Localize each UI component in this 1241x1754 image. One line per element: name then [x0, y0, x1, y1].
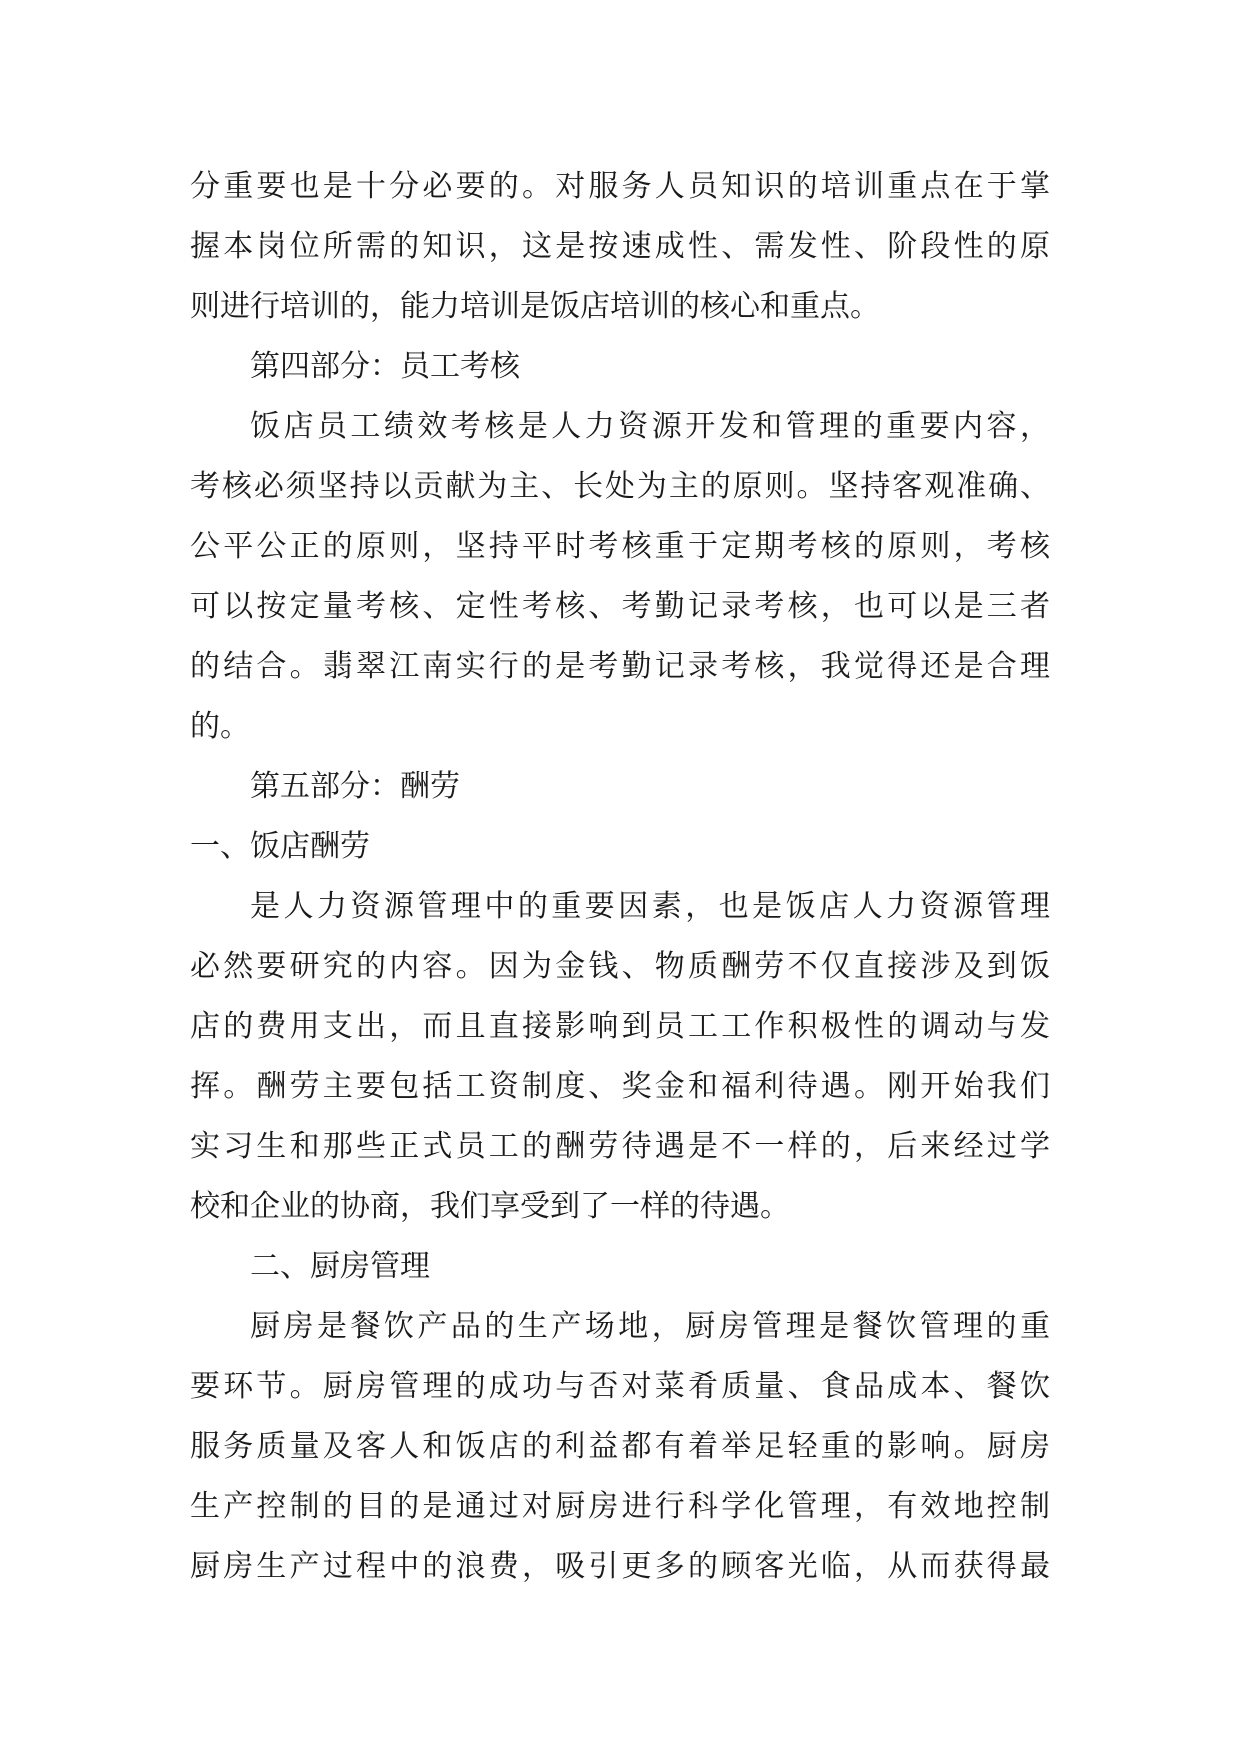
subsection-heading: 二、厨房管理: [250, 1249, 430, 1284]
text-line: 校和企业的协商，我们享受到了一样的待遇。: [190, 1189, 790, 1224]
text-line: 要环节。厨房管理的成功与否对菜肴质量、食品成本、餐饮: [190, 1369, 1050, 1404]
text-line: 的结合。翡翠江南实行的是考勤记录考核，我觉得还是合理: [190, 649, 1050, 684]
text-line: 必然要研究的内容。因为金钱、物质酬劳不仅直接涉及到饭: [190, 949, 1050, 984]
text-line: 则进行培训的，能力培训是饭店培训的核心和重点。: [190, 289, 880, 324]
section-heading: 第四部分：员工考核: [250, 349, 520, 384]
text-line: 生产控制的目的是通过对厨房进行科学化管理，有效地控制: [190, 1489, 1050, 1524]
text-line: 店的费用支出，而且直接影响到员工工作积极性的调动与发: [190, 1009, 1050, 1044]
text-line: 握本岗位所需的知识，这是按速成性、需发性、阶段性的原: [190, 229, 1050, 264]
text-line: 可以按定量考核、定性考核、考勤记录考核，也可以是三者: [190, 589, 1050, 624]
text-line: 厨房生产过程中的浪费，吸引更多的顾客光临，从而获得最: [190, 1549, 1050, 1584]
subsection-heading: 一、饭店酬劳: [190, 829, 370, 864]
text-line: 实习生和那些正式员工的酬劳待遇是不一样的，后来经过学: [190, 1129, 1050, 1164]
text-line: 挥。酬劳主要包括工资制度、奖金和福利待遇。刚开始我们: [190, 1069, 1050, 1104]
text-line: 公平公正的原则，坚持平时考核重于定期考核的原则，考核: [190, 529, 1050, 564]
text-line: 考核必须坚持以贡献为主、长处为主的原则。坚持客观准确、: [190, 469, 1050, 504]
text-line: 厨房是餐饮产品的生产场地，厨房管理是餐饮管理的重: [250, 1309, 1050, 1344]
text-line: 的。: [190, 709, 250, 744]
text-line: 服务质量及客人和饭店的利益都有着举足轻重的影响。厨房: [190, 1429, 1050, 1464]
section-heading: 第五部分：酬劳: [250, 769, 460, 804]
text-line: 分重要也是十分必要的。对服务人员知识的培训重点在于掌: [190, 169, 1050, 204]
text-line: 饭店员工绩效考核是人力资源开发和管理的重要内容，: [250, 409, 1050, 444]
text-line: 是人力资源管理中的重要因素，也是饭店人力资源管理: [250, 889, 1050, 924]
